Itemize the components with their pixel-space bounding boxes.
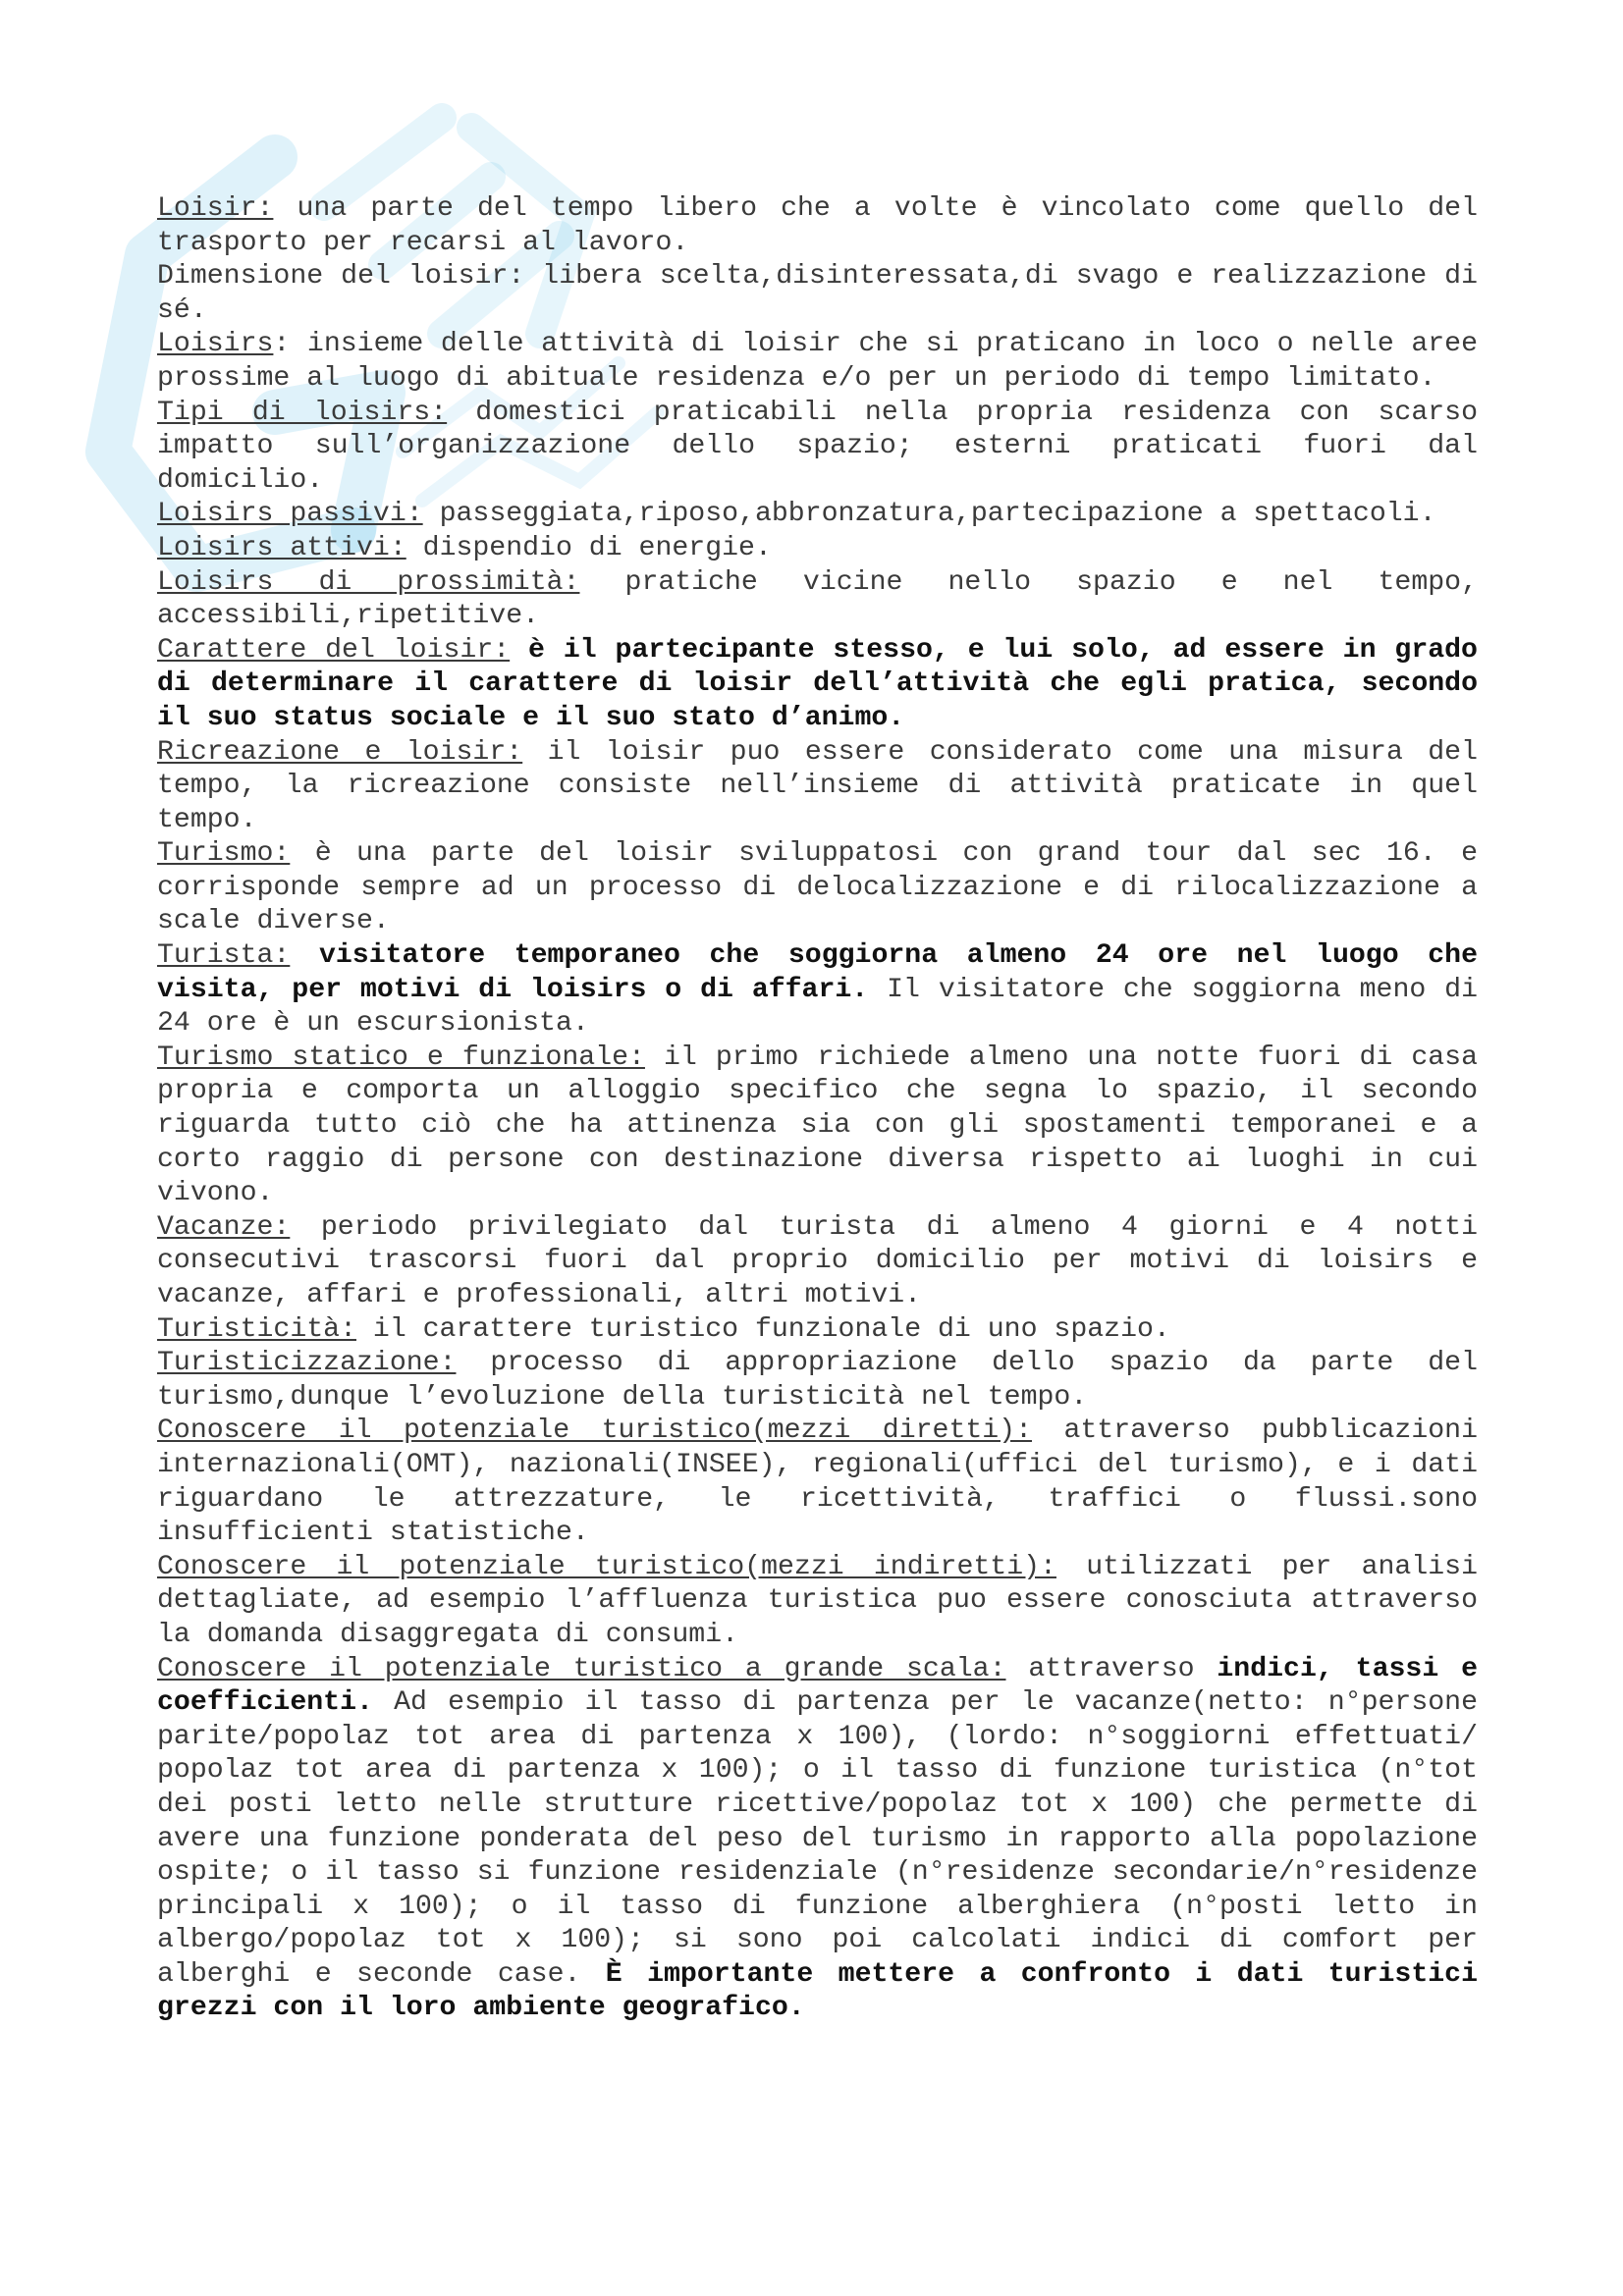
term-potenziale-mezzi-diretti: Conoscere il potenziale turistico(mezzi diretti): (157, 1415, 1033, 1447)
term-turisticizzazione: Turisticizzazione: (157, 1348, 457, 1379)
paragraph-potenziale-mezzi-indiretti (157, 1551, 1478, 1653)
definition-text: il loisir puo essere considerato come una misura del tempo, la ricreazione consiste nell’insieme di attività praticate in quel tempo. (157, 736, 1478, 835)
paragraph-loisirs (157, 328, 1478, 396)
paragraph-potenziale-grande-scala (157, 1653, 1478, 2027)
term-loisirs-attivi: Loisirs attivi: (157, 532, 406, 563)
paragraph-vacanze (157, 1211, 1478, 1313)
paragraph-turisticizzazione (157, 1347, 1478, 1415)
definition-text: dispendio di energie. (406, 532, 772, 563)
term-turismo: Turismo: (157, 838, 291, 870)
term-ricreazione-loisir: Ricreazione e loisir: (157, 736, 523, 768)
bold-definition: indici, tassi e coefficienti. (157, 1653, 1479, 1719)
term-carattere-loisir: Carattere del loisir: (157, 634, 511, 666)
definition-text: passeggiata,riposo,abbronzatura,partecipazione a spettacoli. (422, 499, 1436, 530)
term-turista: Turista: (157, 940, 291, 972)
bold-definition: visitatore temporaneo che soggiorna almeno 24 ore nel luogo che visita, per motivi di loisirs o di affari. (157, 940, 1478, 1005)
paragraph-loisir (157, 192, 1478, 260)
paragraph-loisirs-prossimita (157, 566, 1478, 634)
bold-conclusion: È importante mettere a confronto i dati turistici grezzi con il loro ambiente geografico. (157, 1958, 1478, 2024)
paragraph-turismo (157, 837, 1478, 939)
definition-text: Ad esempio il tasso di partenza per le vacanze(netto: n°persone parite/popolaz tot area di partenza x 100), (lordo: n°soggiorni effettuati/ popolaz tot area di partenza x 100); o il tasso di funzione turistica (n°tot dei posti letto nelle strutture ricettive/popolaz tot x 100) che permette di avere una funzione ponderata del peso del turismo in rapporto alla popolazione ospite; o il tasso si funzione residenziale (n°residenze secondarie/n°residenze principali x 100); o il tasso di funzione alberghiera (n°posti letto in albergo/popolaz tot x 100); si sono poi calcolati indici di comfort per alberghi e seconde case. (157, 1687, 1478, 1990)
definition-text: Dimensione del loisir: libera scelta,disinteressata,di svago e realizzazione di sé. (157, 261, 1478, 326)
document-body (157, 192, 1478, 2026)
paragraph-turismo-statico-funzionale (157, 1041, 1478, 1211)
term-loisirs-passivi: Loisirs passivi: (157, 499, 423, 530)
definition-text: attraverso pubblicazioni internazionali(OMT), nazionali(INSEE), regionali(uffici del turismo), e i dati riguardano le attrezzature, le ricettività, traffici o flussi.sono insufficienti statistiche. (157, 1415, 1478, 1549)
paragraph-ricreazione-loisir (157, 736, 1478, 838)
definition-text: domestici praticabili nella propria residenza con scarso impatto sull’organizzazione dello spazio; esterni praticati fuori dal domicilio. (157, 397, 1478, 496)
term-loisir: Loisir: (157, 193, 274, 224)
term-loisirs: Loisirs (157, 329, 274, 360)
definition-text: periodo privilegiato dal turista di almeno 4 giorni e 4 notti consecutivi trascorsi fuori dal proprio domicilio per motivi di loisirs e vacanze, affari e professionali, altri motivi. (157, 1211, 1478, 1310)
term-tipi-loisirs: Tipi di loisirs: (157, 397, 448, 428)
paragraph-tipi-loisirs (157, 397, 1478, 499)
term-turismo-statico-funzionale: Turismo statico e funzionale: (157, 1041, 645, 1073)
definition-text: utilizzati per analisi dettagliate, ad esempio l’affluenza turistica puo essere conosciuta attraverso la domanda disaggregata di consumi. (157, 1551, 1478, 1650)
paragraph-carattere-loisir (157, 634, 1478, 736)
definition-text (510, 635, 528, 666)
definition-text: Il visitatore che soggiorna meno di 24 ore è un escursionista. (157, 974, 1478, 1040)
paragraph-dimensione-loisir (157, 260, 1478, 328)
term-turisticita: Turisticità: (157, 1313, 356, 1345)
paragraph-potenziale-mezzi-diretti (157, 1415, 1478, 1550)
paragraph-loisirs-passivi (157, 498, 1478, 532)
term-potenziale-mezzi-indiretti: Conoscere il potenziale turistico(mezzi indiretti): (157, 1551, 1056, 1582)
definition-text: processo di appropriazione dello spazio da parte del turismo,dunque l’evoluzione della turisticità nel tempo. (157, 1348, 1478, 1413)
definition-text: il primo richiede almeno una notte fuori di casa propria e comporta un alloggio specifico che segna lo spazio, il secondo riguarda tutto ciò che ha attinenza sia con gli spostamenti temporanei e a corto raggio di persone con destinazione diversa rispetto ai luoghi in cui vivono. (157, 1041, 1478, 1209)
bold-definition: è il partecipante stesso, e lui solo, ad essere in grado di determinare il carattere di loisir dell’attività che egli pratica, secondo il suo status sociale e il suo stato d’animo. (157, 634, 1478, 733)
definition-text: pratiche vicine nello spazio e nel tempo, accessibili,ripetitive. (157, 566, 1478, 632)
term-vacanze: Vacanze: (157, 1211, 291, 1243)
definition-text: : insieme delle attività di loisir che si praticano in loco o nelle aree prossime al luogo di abituale residenza e/o per un periodo di tempo limitato. (157, 329, 1478, 394)
definition-text: il carattere turistico funzionale di uno spazio. (355, 1313, 1170, 1345)
definition-text: attraverso (1005, 1653, 1217, 1684)
term-loisirs-prossimita: Loisirs di prossimità: (157, 566, 580, 598)
term-potenziale-grande-scala: Conoscere il potenziale turistico a grande scala: (157, 1653, 1006, 1684)
paragraph-turisticita (157, 1313, 1478, 1348)
definition-text: è una parte del loisir sviluppatosi con grand tour dal sec 16. e corrisponde sempre ad un processo di delocalizzazione e di rilocalizzazione a scale diverse. (157, 838, 1478, 937)
definition-text (290, 940, 319, 971)
paragraph-turista (157, 939, 1478, 1041)
definition-text: una parte del tempo libero che a volte è vincolato come quello del trasporto per recarsi al lavoro. (157, 193, 1478, 258)
paragraph-loisirs-attivi (157, 532, 1478, 566)
